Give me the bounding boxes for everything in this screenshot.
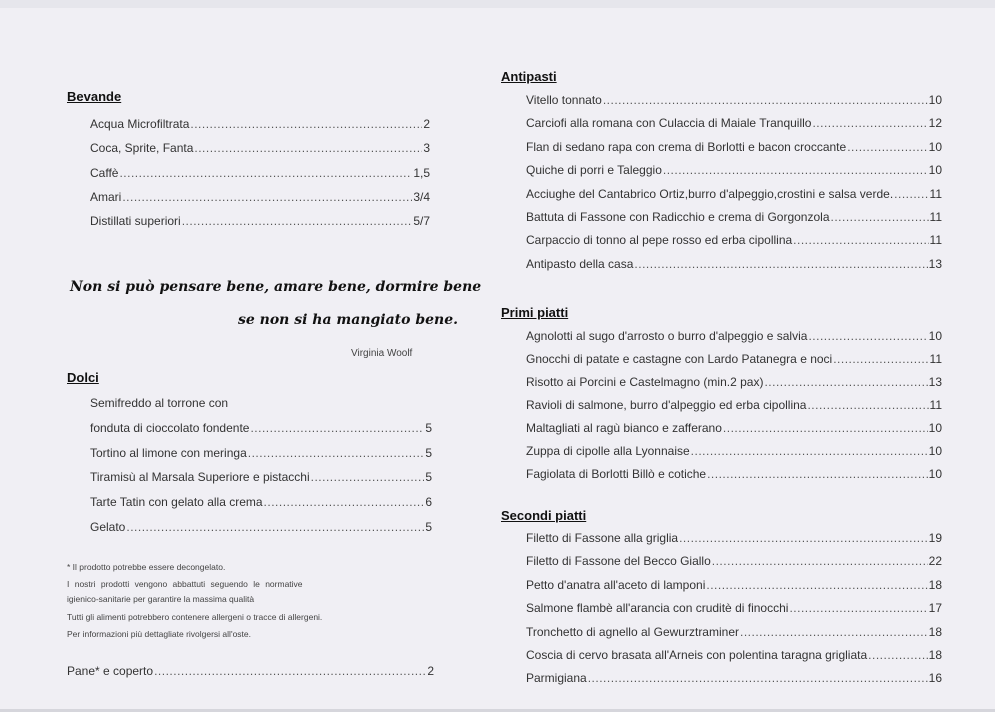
dot-leader xyxy=(119,166,412,180)
dot-leader xyxy=(764,375,927,389)
dot-leader xyxy=(740,625,928,639)
dot-leader xyxy=(868,648,927,662)
menu-item xyxy=(90,495,432,509)
dot-leader xyxy=(833,352,928,366)
menu-item-price: 10 xyxy=(928,163,942,178)
dot-leader xyxy=(634,257,927,271)
menu-item xyxy=(526,467,942,481)
menu-item-price: 3 xyxy=(423,141,430,156)
menu-item-price: 18 xyxy=(928,577,942,592)
section-title-bevande: Bevande xyxy=(67,89,122,104)
menu-item-name: Ravioli di salmone, burro d'alpeggio ed erba cipollina xyxy=(526,398,807,412)
menu-item-name: Fagiolata di Borlotti Billò e cotiche xyxy=(526,467,707,481)
menu-item-name: Acciughe del Cantabrico Ortiz,burro d'alpeggio,crostini e salsa verde. xyxy=(526,186,894,201)
menu-item-price: 11 xyxy=(929,210,942,224)
menu-item-name: Quiche di porri e Taleggio xyxy=(526,163,662,178)
dot-leader xyxy=(194,141,422,155)
menu-item-price: 5 xyxy=(425,420,432,435)
menu-item-name: Zuppa di cipolle alla Lyonnaise xyxy=(526,444,690,458)
dot-leader xyxy=(706,578,927,592)
menu-item xyxy=(526,187,942,201)
menu-item xyxy=(90,117,430,131)
menu-item xyxy=(67,664,434,678)
menu-item-name: Coca, Sprite, Fanta xyxy=(90,141,194,156)
menu-item-name: Filetto di Fassone alla griglia xyxy=(526,531,679,545)
menu-item-name: Battuta di Fassone con Radicchio e crema di Gorgonzola xyxy=(526,210,830,224)
menu-item xyxy=(90,446,432,460)
dot-leader xyxy=(154,664,426,678)
quote-author: Virginia Woolf xyxy=(351,348,413,359)
note-1: * Il prodotto potrebbe essere decongelato. xyxy=(67,562,226,572)
dot-leader xyxy=(793,233,928,247)
menu-item-name: Distillati superiori xyxy=(90,214,181,229)
dot-leader xyxy=(311,470,425,484)
dot-leader xyxy=(588,671,928,685)
menu-item-price: 5 xyxy=(425,470,432,485)
menu-item xyxy=(526,210,942,224)
menu-item xyxy=(90,141,430,155)
menu-item xyxy=(526,648,942,662)
dot-leader xyxy=(126,520,424,534)
menu-item xyxy=(90,421,432,435)
quote-line-2: se non si ha mangiato bene. xyxy=(238,312,459,328)
note-5: Per informazioni più dettagliate rivolgersi all'oste. xyxy=(67,629,251,639)
menu-item-price: 10 xyxy=(928,467,942,481)
dot-leader xyxy=(264,495,425,509)
menu-item-price: 2 xyxy=(427,664,434,678)
dot-leader xyxy=(707,467,928,481)
menu-item-price: 18 xyxy=(928,648,942,662)
menu-item-name: Amari xyxy=(90,189,122,204)
menu-item-price: 2 xyxy=(423,117,430,131)
dot-leader xyxy=(122,190,412,204)
section-title-secondi: Secondi piatti xyxy=(501,508,587,523)
dot-leader xyxy=(603,93,928,107)
menu-item-price: 17 xyxy=(928,601,942,616)
menu-item xyxy=(90,190,430,204)
menu-item-price: 11 xyxy=(929,398,942,412)
menu-item xyxy=(526,140,942,154)
menu-item-price: 10 xyxy=(928,93,942,107)
menu-item xyxy=(526,671,942,685)
menu-item xyxy=(526,116,942,130)
menu-item-price: 11 xyxy=(929,233,942,248)
menu-item-name: Coscia di cervo brasata all'Arneis con polentina taragna grigliata xyxy=(526,648,868,662)
menu-item-name: Antipasto della casa xyxy=(526,256,634,271)
dot-leader xyxy=(847,140,927,154)
dot-leader xyxy=(691,444,928,458)
menu-item xyxy=(526,531,942,545)
section-title-antipasti: Antipasti xyxy=(501,69,557,84)
menu-item-price: 12 xyxy=(928,116,942,131)
menu-item xyxy=(526,163,942,177)
menu-item-name: Salmone flambè all'arancia con cruditè di finocchi xyxy=(526,601,789,616)
menu-item-price: 13 xyxy=(928,375,942,389)
menu-item-name: Agnolotti al sugo d'arrosto o burro d'alpeggio e salvia xyxy=(526,329,808,343)
note-4: Tutti gli alimenti potrebbero contenere allergeni o tracce di allergeni. xyxy=(67,612,323,622)
menu-item-name: Semifreddo al torrone con xyxy=(90,396,229,410)
dot-leader xyxy=(723,421,928,435)
menu-item-name: Tiramisù al Marsala Superiore e pistacchi xyxy=(90,470,310,485)
menu-item xyxy=(526,233,942,247)
dot-leader xyxy=(894,187,928,201)
section-title-primi: Primi piatti xyxy=(501,305,569,320)
menu-item xyxy=(526,578,942,592)
dot-leader xyxy=(248,446,425,460)
menu-item-name: Tarte Tatin con gelato alla crema xyxy=(90,495,263,510)
menu-item-price: 5 xyxy=(425,445,432,460)
menu-item xyxy=(526,93,942,107)
menu-item xyxy=(90,470,432,484)
menu-item-name: Tortino al limone con meringa xyxy=(90,445,247,460)
menu-item-price: 10 xyxy=(928,421,942,435)
menu-item-price: 3/4 xyxy=(413,189,430,204)
menu-item xyxy=(90,166,430,180)
menu-item xyxy=(526,444,942,458)
menu-item-name: Caffè xyxy=(90,165,119,180)
dot-leader xyxy=(679,531,928,545)
menu-item-price: 19 xyxy=(928,531,942,545)
menu-item xyxy=(526,352,942,366)
menu-item-price: 5 xyxy=(425,520,432,534)
menu-item xyxy=(90,396,432,410)
menu-item xyxy=(526,421,942,435)
section-title-dolci: Dolci xyxy=(67,370,99,385)
menu-item-name: Flan di sedano rapa con crema di Borlotti e bacon croccante xyxy=(526,139,847,154)
dot-leader xyxy=(182,214,413,228)
menu-item-name: Risotto ai Porcini e Castelmagno (min.2 pax) xyxy=(526,375,764,389)
menu-item-price: 11 xyxy=(929,352,942,366)
dot-leader xyxy=(831,210,929,224)
dot-leader xyxy=(663,163,928,177)
menu-item-name: Vitello tonnato xyxy=(526,93,602,107)
menu-item-price: 10 xyxy=(928,139,942,154)
quote-line-1: Non si può pensare bene, amare bene, dormire bene xyxy=(70,279,482,295)
dot-leader xyxy=(812,116,927,130)
menu-item-name: Carciofi alla romana con Culaccia di Maiale Tranquillo xyxy=(526,116,812,131)
menu-item-price: 5/7 xyxy=(413,214,430,229)
menu-item xyxy=(90,520,432,534)
menu-item-price: 13 xyxy=(928,256,942,271)
dot-leader xyxy=(808,329,927,343)
menu-item-name: Pane* e coperto xyxy=(67,664,154,678)
dot-leader xyxy=(190,117,422,131)
menu-item-price: 10 xyxy=(928,444,942,458)
menu-item-name: Acqua Microfiltrata xyxy=(90,117,190,131)
menu-item-price: 18 xyxy=(928,624,942,639)
menu-item-name: Carpaccio di tonno al pepe rosso ed erba cipollina xyxy=(526,233,793,248)
dot-leader xyxy=(250,421,424,435)
menu-item xyxy=(526,257,942,271)
menu-item-name: Tronchetto di agnello al Gewurztraminer xyxy=(526,624,739,639)
menu-item xyxy=(526,554,942,568)
top-bar xyxy=(0,0,995,8)
note-2: I nostri prodotti vengono abbattuti seguendo le normative xyxy=(67,579,303,589)
menu-item-name: Gelato xyxy=(90,520,126,534)
menu-item-name: Parmigiana xyxy=(526,671,587,686)
menu-item-price: 6 xyxy=(425,495,432,510)
dot-leader xyxy=(712,554,928,568)
menu-item xyxy=(526,375,942,389)
menu-item-price: 22 xyxy=(928,554,942,569)
menu-item-price: 16 xyxy=(928,671,942,686)
menu-item-price: 11 xyxy=(929,186,942,201)
menu-item-name: Petto d'anatra all'aceto di lamponi xyxy=(526,577,706,592)
note-3: igienico-sanitarie per garantire la massima qualità xyxy=(67,594,255,604)
menu-item-price: 10 xyxy=(928,329,942,343)
menu-item-name: fonduta di cioccolato fondente xyxy=(90,420,250,435)
menu-item xyxy=(526,329,942,343)
menu-item xyxy=(90,214,430,228)
menu-item-name: Filetto di Fassone del Becco Giallo xyxy=(526,554,711,569)
menu-item xyxy=(526,625,942,639)
menu-item-name: Maltagliati al ragù bianco e zafferano xyxy=(526,421,722,435)
menu-item-price: 1,5 xyxy=(413,165,430,180)
dot-leader xyxy=(789,601,927,615)
menu-item-name: Gnocchi di patate e castagne con Lardo Patanegra e noci xyxy=(526,352,833,366)
menu-item xyxy=(526,398,942,412)
menu-item xyxy=(526,601,942,615)
dot-leader xyxy=(807,398,928,412)
